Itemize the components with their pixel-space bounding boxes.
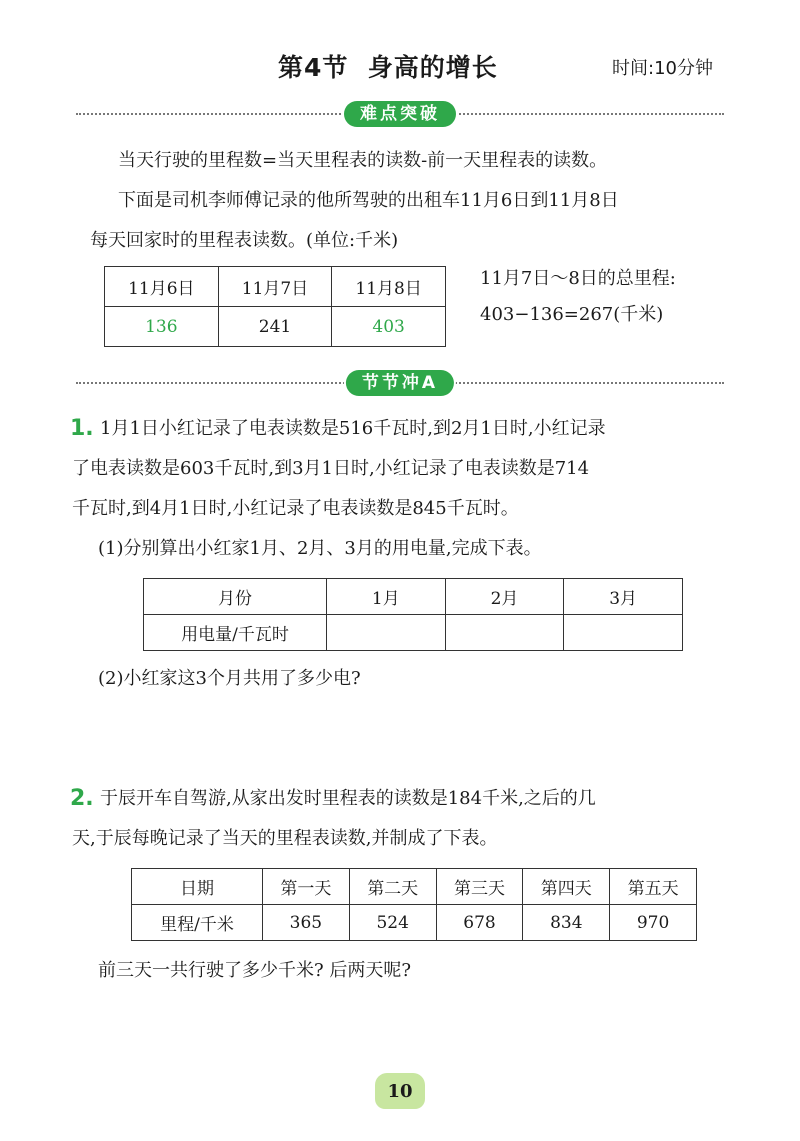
table-row-label: 里程/千米: [132, 905, 263, 941]
time-label: 时间:10分钟: [612, 58, 713, 79]
question-2-prompt: 前三天一共行驶了多少千米? 后两天呢?: [98, 960, 412, 981]
table-header-cell: 11月8日: [332, 267, 446, 307]
section-divider-practice: [76, 370, 724, 396]
side-note-line1: 11月7日～8日的总里程:: [480, 268, 676, 289]
question-1-line2: 了电表读数是603千瓦时,到3月1日时,小红记录了电表读数是714: [72, 458, 590, 479]
table-value-cell: 834: [523, 905, 610, 941]
section-divider-difficult-points: [76, 101, 724, 127]
table-header-cell: 第二天: [349, 869, 436, 905]
answer-cell-jan[interactable]: [327, 615, 446, 651]
page-number: 10: [375, 1073, 425, 1109]
table-row-label: 用电量/千瓦时: [144, 615, 327, 651]
table-header-cell: 2月: [445, 579, 564, 615]
table-header-cell: 第三天: [436, 869, 523, 905]
intro-text-line2: 每天回家时的里程表读数。(单位:千米): [90, 230, 399, 251]
side-note-line2: 403−136=267(千米): [480, 304, 664, 325]
table-value-cell: 403: [332, 307, 446, 347]
intro-text-line1: 下面是司机李师傅记录的他所驾驶的出租车11月6日到11月8日: [118, 190, 619, 211]
table-header-cell: 1月: [327, 579, 446, 615]
table-header-cell: 第五天: [610, 869, 697, 905]
question-1-part1: (1)分别算出小红家1月、2月、3月的用电量,完成下表。: [98, 538, 542, 559]
table-header-cell: 第一天: [263, 869, 350, 905]
header: [0, 48, 800, 84]
electricity-table: [143, 578, 683, 651]
section-label-difficult-points: 难点突破: [344, 101, 456, 127]
table-value-cell: 524: [349, 905, 436, 941]
section-label-practice: 节节冲A: [346, 370, 454, 396]
table-value-cell: 970: [610, 905, 697, 941]
table-header-cell: 3月: [564, 579, 683, 615]
question-1-line3: 千瓦时,到4月1日时,小红记录了电表读数是845千瓦时。: [72, 498, 519, 519]
table-header-cell: 11月7日: [218, 267, 332, 307]
table-header-cell: 11月6日: [105, 267, 219, 307]
table-value-cell: 678: [436, 905, 523, 941]
answer-cell-feb[interactable]: [445, 615, 564, 651]
table-value-cell: 365: [263, 905, 350, 941]
table-header-cell: 日期: [132, 869, 263, 905]
table-header-cell: 第四天: [523, 869, 610, 905]
question-2-line1: 于辰开车自驾游,从家出发时里程表的读数是184千米,之后的几: [100, 788, 596, 809]
answer-cell-mar[interactable]: [564, 615, 683, 651]
table-header-cell: 月份: [144, 579, 327, 615]
page-title: 第4节 身高的增长: [278, 53, 498, 82]
odometer-table: [104, 266, 446, 347]
mileage-table: [131, 868, 697, 941]
formula-text: 当天行驶的里程数=当天里程表的读数-前一天里程表的读数。: [118, 150, 608, 171]
question-2-number: 2.: [70, 786, 94, 811]
table-value-cell: 136: [105, 307, 219, 347]
question-1-line1: 1月1日小红记录了电表读数是516千瓦时,到2月1日时,小红记录: [100, 418, 606, 439]
question-1-number: 1.: [70, 416, 94, 441]
question-2-line2: 天,于辰每晚记录了当天的里程表读数,并制成了下表。: [72, 828, 498, 849]
question-1-part2: (2)小红家这3个月共用了多少电?: [98, 668, 361, 689]
table-value-cell: 241: [218, 307, 332, 347]
